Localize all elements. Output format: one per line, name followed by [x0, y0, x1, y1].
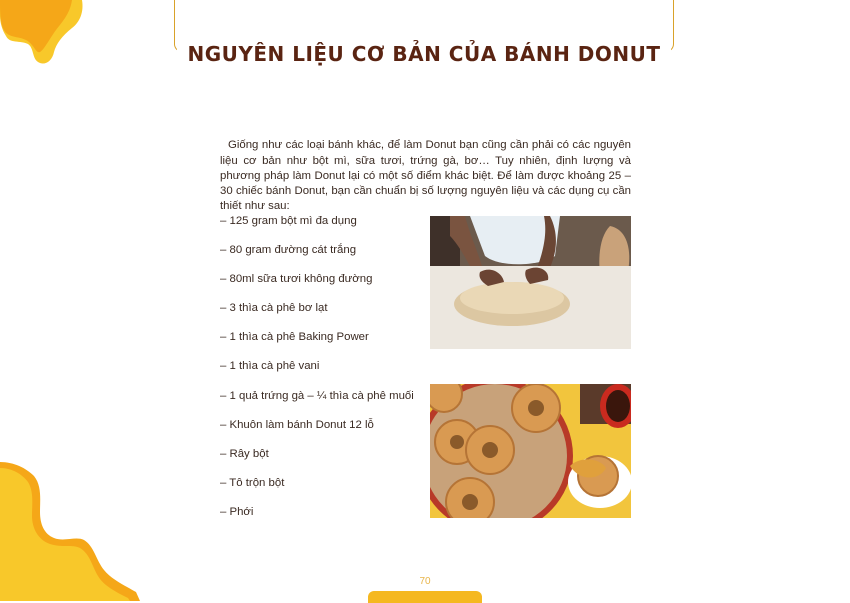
list-item: – 125 gram bột mì đa dụng [220, 215, 357, 227]
top-left-blob [0, 0, 90, 66]
list-item: – 80 gram đường cát trắng [220, 244, 357, 257]
list-item: – 1 thìa cà phê Baking Power [220, 331, 369, 344]
dough-kneading-photo [430, 216, 631, 349]
list-item: – Rây bột [220, 447, 269, 460]
list-item: – 80ml sữa tươi không đường [220, 273, 373, 286]
list-item: – Phới [220, 505, 254, 518]
list-item: – 1 thìa cà phê vani [220, 360, 320, 373]
page-number: 70 [419, 576, 431, 587]
page-title: NGUYÊN LIỆU CƠ BẢN CỦA BÁNH DONUT [174, 42, 674, 66]
intro-paragraph: Giống như các loại bánh khác, để làm Donut bạn cũng cần phải có các nguyên liệu cơ bản như bột mì, sữa tươi, trứng gà, bơ… Tuy nhiên, định lượng và phương pháp làm Donut lại có một số điểm khác biệt. Để làm được khoảng 25 – 30 chiếc bánh Donut, bạn cần chuẩn bị số lượng nguyên liệu và các dụng cụ cần thiết như sau: [220, 139, 631, 213]
donuts-photo [430, 384, 631, 518]
list-item: – 3 thìa cà phê bơ lạt [220, 302, 328, 315]
bottom-tab [368, 591, 482, 603]
list-item: – 1 quả trứng gà – ¼ thìa cà phê muối [220, 389, 414, 402]
ingredient-list [220, 211, 414, 531]
list-item: – Khuôn làm bánh Donut 12 lỗ [220, 418, 374, 431]
list-item: – Tô trộn bột [220, 476, 285, 489]
